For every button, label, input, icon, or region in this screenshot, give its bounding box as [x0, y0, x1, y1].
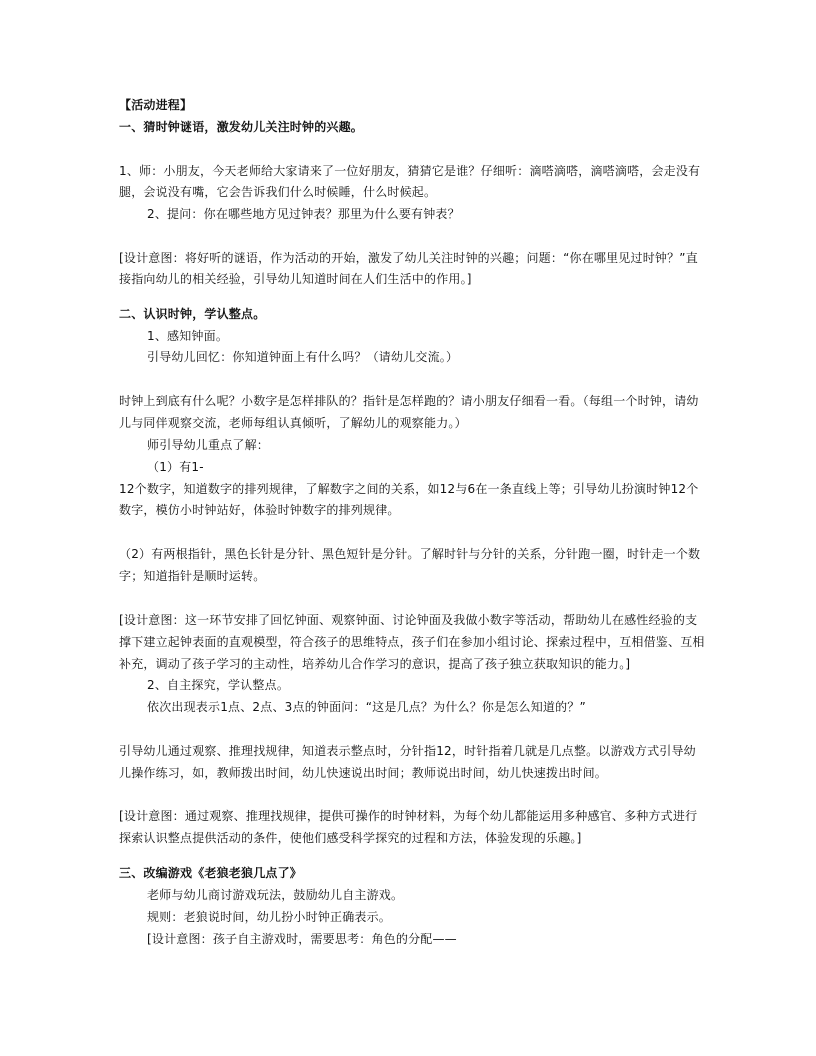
s2-paragraph-2-line-2: 儿操作练习，如，教师拨出时间，幼儿快速说出时间；教师说出时间，幼儿快速拨出时间。	[119, 766, 608, 780]
s3-paragraph-1: 老师与幼儿商讨游戏玩法，鼓励幼儿自主游戏。	[147, 888, 404, 902]
section-1-title: 一、猜时钟谜语，激发幼儿关注时钟的兴趣。	[119, 120, 364, 134]
section-2-title: 二、认识时钟，学认整点。	[119, 307, 266, 321]
s1-paragraph-2: 2、提问：你在哪些地方见过钟表？那里为什么要有钟表？	[147, 207, 460, 221]
s2-item-2-show: 依次出现表示1点、2点、3点的钟面问：“这是几点？为什么？你是怎么知道的？”	[147, 700, 586, 714]
s2-paragraph-line-2: 儿与同伴观察交流，老师每组认真倾听，了解幼儿的观察能力。）	[119, 416, 467, 430]
s2-teacher-guide: 师引导幼儿重点了解：	[147, 438, 270, 452]
s2-design-2-line-2: 探索认识整点提供活动的条件，使他们感受科学探究的过程和方法，体验发现的乐趣。]	[119, 831, 582, 845]
s2-point-1-head: （1）有1-	[147, 460, 204, 474]
s2-paragraph-2-line-1: 引导幼儿通过观察、推理找规律，知道表示整点时，分针指12，时针指着几就是几点整。以游戏方式引导幼	[119, 744, 696, 758]
s2-point-2-line-1: （2）有两根指针，黑色长针是分针、黑色短针是分针。了解时针与分针的关系，分针跑一圈，时针走一个数	[119, 547, 701, 561]
s2-design-1-line-3: 补充，调动了孩子学习的主动性，培养幼儿合作学习的意识，提高了孩子独立获取知识的能力。]	[119, 657, 631, 671]
s2-paragraph-line-1: 时钟上到底有什么呢？小数字是怎样排队的？指针是怎样跑的？请小朋友仔细看一看。（每组一个时钟，请幼	[119, 394, 699, 408]
s2-design-2-line-1: [设计意图：通过观察、推理找规律，提供可操作的时钟材料，为每个幼儿都能运用多种感官、多种方式进行	[119, 809, 698, 823]
s3-paragraph-2: 规则：老狼说时间，幼儿扮小时钟正确表示。	[147, 910, 392, 924]
s2-item-1: 1、感知钟面。	[147, 329, 229, 343]
s2-point-2-line-2: 字；知道指针是顺时运转。	[119, 569, 266, 583]
s2-point-1-line-1: 12个数字，知道数字的排列规律，了解数字之间的关系，如12与6在一条直线上等；引导幼儿扮演时钟12个	[119, 482, 699, 496]
s1-design-line-2: 接指向幼儿的相关经验，引导幼儿知道时间在人们生活中的作用。]	[119, 272, 472, 286]
section-3-title: 三、改编游戏《老狼老狼几点了》	[119, 866, 303, 880]
section-header: 【活动进程】	[119, 98, 193, 112]
s1-design-line-1: [设计意图：将好听的谜语，作为活动的开始，激发了幼儿关注时钟的兴趣；问题：“你在哪里见过时钟？”直	[119, 251, 698, 265]
s1-paragraph-1-line-1: 1、师：小朋友，今天老师给大家请来了一位好朋友，猜猜它是谁？仔细听：滴嗒滴嗒，滴嗒滴嗒，会走没有	[119, 164, 701, 178]
s2-item-2: 2、自主探究，学认整点。	[147, 678, 290, 692]
s2-design-1-line-1: [设计意图：这一环节安排了回忆钟面、观察钟面、讨论钟面及我做小数字等活动，帮助幼儿在感性经验的支	[119, 613, 698, 627]
s2-item-1-guide: 引导幼儿回忆：你知道钟面上有什么吗？（请幼儿交流。）	[147, 350, 459, 364]
s1-paragraph-1-line-2: 腿，会说没有嘴，它会告诉我们什么时候睡，什么时候起。	[119, 185, 437, 199]
s3-design: [设计意图：孩子自主游戏时，需要思考：角色的分配——	[147, 932, 457, 946]
s2-point-1-line-2: 数字，模仿小时钟站好，体验时钟数字的排列规律。	[119, 503, 400, 517]
s2-design-1-line-2: 撑下建立起钟表面的直观模型，符合孩子的思维特点，孩子们在参加小组讨论、探索过程中，互相借鉴、互相	[119, 635, 705, 649]
